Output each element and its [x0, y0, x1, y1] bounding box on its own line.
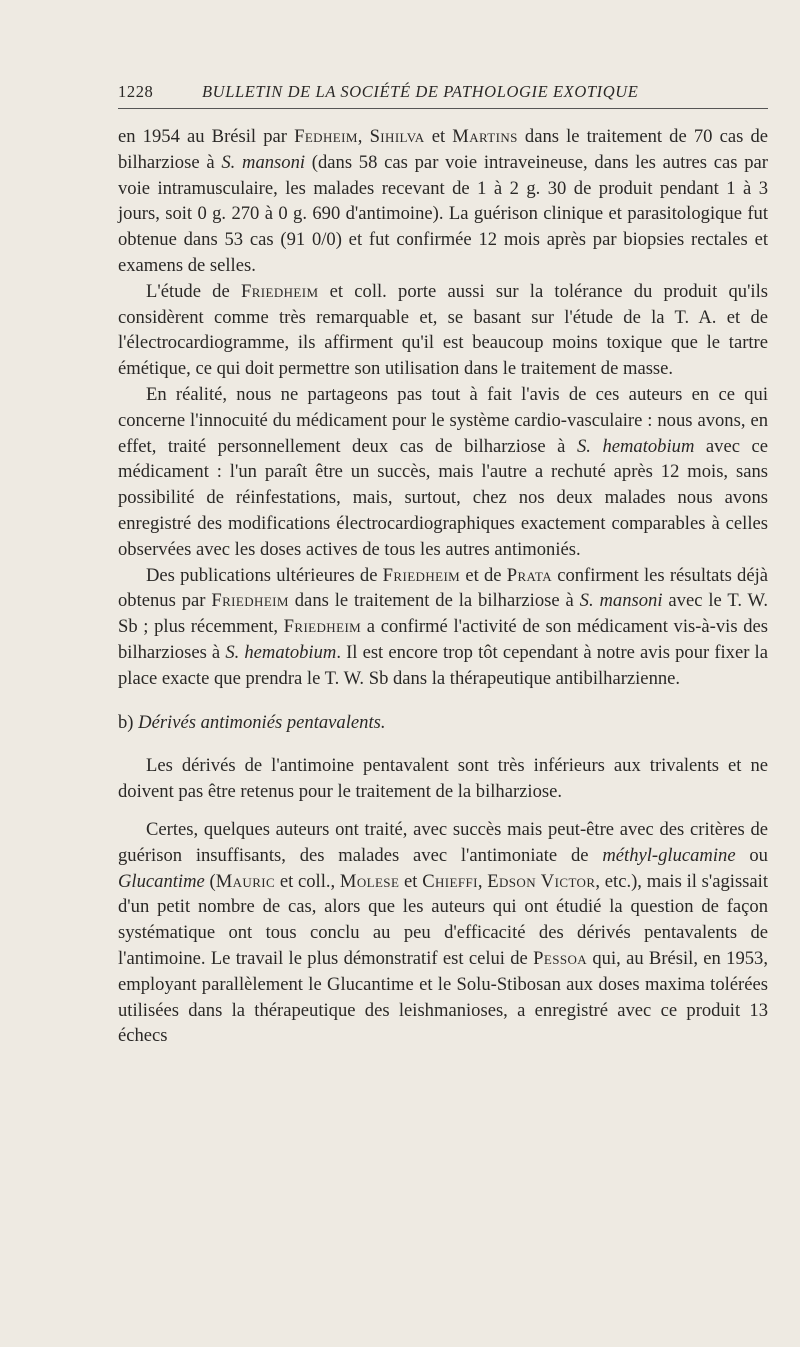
journal-title: BULLETIN DE LA SOCIÉTÉ DE PATHOLOGIE EXOTIQUE: [202, 82, 639, 101]
paragraph-3: En réalité, nous ne partageons pas tout à fait l'avis de ces auteurs en ce qui concerne l'innocuité du médicament pour le système cardio-vasculaire : nous avons, en effet, traité personnellement deux cas de bilharziose à S. hematobium avec ce médicament : l'un paraît être un succès, mais l'autre a rechuté après 12 mois, sans possibilité de réinfestations, mais, surtout, chez nos deux malades nous avons enregistré des modifications électrocardiographiques exactement comparables à celles observées avec les doses actives de tous les autres antimoniés.: [118, 383, 768, 560]
paragraph-5: Les dérivés de l'antimoine pentavalent sont très inférieurs aux trivalents et ne doivent pas être retenus pour le traitement de la bilharziose.: [118, 755, 768, 803]
header-rule: [118, 108, 768, 109]
body-text: [118, 124, 768, 1049]
paragraph-4: Des publications ultérieures de Friedheim et de Prata confirment les résultats déjà obtenus par Friedheim dans le traitement de la bilharziose à S. mansoni avec le T. W. Sb ; plus récemment, Friedheim a confirmé l'activité de son médicament vis-à-vis des bilharzioses à S. hematobium. Il est encore trop tôt cependant à notre avis pour fixer la place exacte que prendra le T. W. Sb dans la thérapeutique antibilharzienne.: [118, 564, 769, 689]
running-header: [118, 78, 768, 108]
section-subheading: b) Dérivés antimoniés pentavalents.: [118, 711, 386, 733]
page-number: 1228: [118, 82, 154, 101]
paragraph-1: en 1954 au Brésil par Fedheim, Sihilva et Martins dans le traitement de 70 cas de bilharziose à S. mansoni (dans 58 cas par voie intraveineuse, dans les autres cas par voie intramusculaire, les malades recevant de 1 à 2 g. 30 de produit pendant 1 à 3 jours, soit 0 g. 270 à 0 g. 690 d'antimoine). La guérison clinique et parasitologique fut obtenue dans 53 cas (91 0/0) et fut confirmée 12 mois après par biopsies rectales et examens de selles.: [118, 126, 769, 276]
paragraph-2: L'étude de Friedheim et coll. porte aussi sur la tolérance du produit qu'ils considèrent comme très remarquable et, se basant sur l'étude de la T. A. et de l'électrocardiogramme, ils affirment qu'il est beaucoup moins toxique que le tartre émétique, ce qui doit permettre son utilisation dans le traitement de masse.: [118, 280, 768, 380]
paragraph-6: Certes, quelques auteurs ont traité, avec succès mais peut-être avec des critères de guérison insuffisants, des malades avec l'antimoniate de méthyl-glucamine ou Glucantime (Mauric et coll., Molese et Chieffi, Edson Victor, etc.), mais il s'agissait d'un petit nombre de cas, alors que les auteurs qui ont étudié la question de façon systématique ont tous conclu au peu d'efficacité des dérivés pentavalents de l'antimoine. Le travail le plus démonstratif est celui de Pessoa qui, au Brésil, en 1953, employant parallèlement le Glucantime et le Solu-Stibosan aux doses maxima tolérées utilisées dans la thérapeutique des leishmanioses, a enregistré avec ce produit 13 échecs: [118, 818, 768, 1047]
